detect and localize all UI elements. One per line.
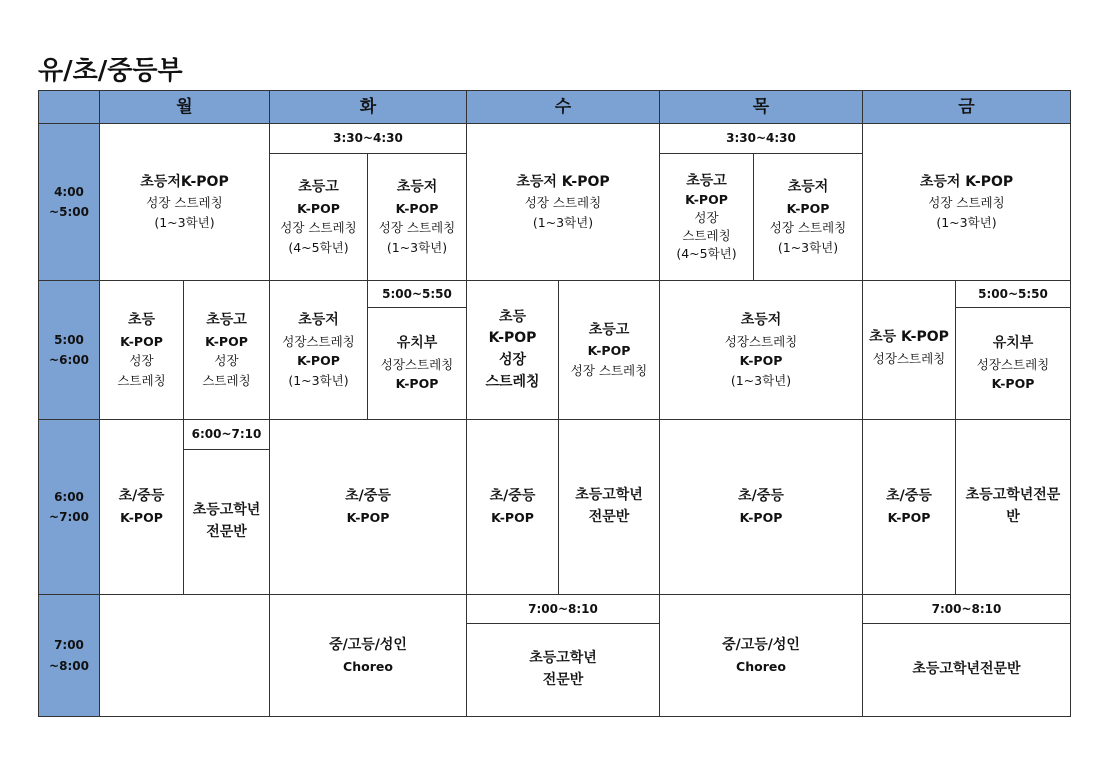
class-text-line: 초등 xyxy=(498,308,527,325)
class-wed-r4 xyxy=(466,623,660,717)
class-text-line: 성장 스트레칭 xyxy=(928,195,1005,211)
class-wed-r1 xyxy=(466,123,660,281)
class-tue-r2b xyxy=(367,307,467,420)
class-mon-r2a xyxy=(99,280,184,420)
class-text-line: 초등고학년 xyxy=(575,487,643,504)
class-text-line: 6:00 xyxy=(54,489,84,504)
class-text-line: K-POP xyxy=(346,510,390,526)
class-text-line: 초등 xyxy=(127,312,156,329)
class-text-line: 전문반 xyxy=(588,509,630,525)
class-text-line: 중/고등/성인 xyxy=(329,636,407,653)
class-mon-r4-empty xyxy=(99,594,270,717)
class-text-line: 초등저 xyxy=(740,312,782,329)
class-text-line: K-POP xyxy=(205,333,248,349)
class-tue-r3 xyxy=(269,419,467,595)
class-text-line: 성장스트레칭 xyxy=(282,333,355,349)
class-text-line: K-POP xyxy=(395,376,439,392)
class-text-line: (1~3학년) xyxy=(154,214,215,230)
header-wed: 수 xyxy=(466,90,660,124)
class-text-line: K-POP xyxy=(786,200,830,216)
class-text-line: 성장스트레칭 xyxy=(872,350,946,366)
slot-wed-810: 7:00~8:10 xyxy=(466,594,660,624)
class-text-line: (4~5학년) xyxy=(676,246,737,262)
class-fri-r1 xyxy=(862,123,1071,281)
class-text-line: K-POP xyxy=(297,200,340,216)
class-text-line: (1~3학년) xyxy=(532,214,594,230)
class-text-line: 7:00 xyxy=(54,638,84,653)
class-text-line: 성장 스트레칭 xyxy=(570,362,648,378)
class-text-line: K-POP xyxy=(491,510,534,526)
class-text-line: 초등저 xyxy=(298,312,339,329)
time-slot-4 xyxy=(38,594,100,717)
class-wed-r2a xyxy=(466,280,559,420)
class-text-line: K-POP xyxy=(991,376,1035,392)
class-text-line: K-POP xyxy=(297,353,340,369)
class-text-line: K-POP xyxy=(887,510,931,526)
header-fri: 금 xyxy=(862,90,1071,124)
class-fri-r3a xyxy=(862,419,956,595)
class-text-line: 성장 스트레칭 xyxy=(280,220,357,236)
class-wed-r3b xyxy=(558,419,660,595)
class-fri-r4 xyxy=(862,623,1071,717)
class-text-line: 성장 xyxy=(498,352,527,368)
class-mon-r1 xyxy=(99,123,270,281)
class-text-line: 유치부 xyxy=(992,335,1034,352)
header-thu: 목 xyxy=(659,90,863,124)
class-text-line: 초등고 xyxy=(686,172,727,189)
class-text-line: 초등저 xyxy=(396,179,438,196)
class-text-line: 초등저 xyxy=(787,179,829,196)
class-text-line: 스트레칭 xyxy=(485,373,540,390)
header-mon: 월 xyxy=(99,90,270,124)
class-text-line: 성장 스트레칭 xyxy=(378,220,456,236)
class-text-line: 성장스트레칭 xyxy=(380,356,454,372)
class-thu-r1a xyxy=(659,153,754,281)
class-text-line: 성장 xyxy=(129,353,154,369)
class-text-line: 초등저 K-POP xyxy=(919,173,1014,190)
time-slot-3 xyxy=(38,419,100,595)
class-text-line: K-POP xyxy=(488,330,537,347)
class-text-line: 5:00 xyxy=(54,332,84,347)
class-text-line: (1~3학년) xyxy=(936,214,997,230)
class-fri-r2b xyxy=(955,307,1071,420)
slot-fri-810: 7:00~8:10 xyxy=(862,594,1071,624)
time-slot-2 xyxy=(38,280,100,420)
class-text-line: Choreo xyxy=(736,658,786,674)
class-text-line: ~5:00 xyxy=(49,205,89,219)
class-text-line: K-POP xyxy=(739,510,783,526)
class-thu-r1b xyxy=(753,153,863,281)
class-text-line: K-POP xyxy=(739,353,783,369)
timetable xyxy=(38,90,1071,717)
class-text-line: (1~3학년) xyxy=(777,239,839,255)
slot-tue-430: 3:30~4:30 xyxy=(269,123,467,154)
class-text-line: K-POP xyxy=(685,191,728,207)
class-text-line: 초/중등 xyxy=(489,488,536,505)
class-text-line: 초/중등 xyxy=(345,488,391,505)
class-thu-r3 xyxy=(659,419,863,595)
class-wed-r2b xyxy=(558,280,660,420)
class-text-line: 스트레칭 xyxy=(202,372,251,388)
class-text-line: (1~3학년) xyxy=(288,372,349,388)
class-text-line: 중/고등/성인 xyxy=(722,636,800,653)
class-text-line: 초등저 K-POP xyxy=(516,173,610,190)
class-text-line: 초등 K-POP xyxy=(869,329,949,345)
class-text-line: 초등고 xyxy=(298,179,339,196)
class-text-line: 전문반 xyxy=(542,672,584,688)
class-text-line: ~8:00 xyxy=(49,658,89,673)
class-tue-r1b xyxy=(367,153,467,281)
class-text-line: 성장 스트레칭 xyxy=(146,195,223,211)
class-fri-r3b xyxy=(955,419,1071,595)
slot-thu-430: 3:30~4:30 xyxy=(659,123,863,154)
class-text-line: 성장스트레칭 xyxy=(724,333,798,349)
class-text-line: 스트레칭 xyxy=(682,228,731,244)
slot-tue-550: 5:00~5:50 xyxy=(367,280,467,308)
class-text-line: K-POP xyxy=(395,200,439,216)
page-title: 유/초/중등부 xyxy=(38,56,183,86)
class-tue-r1a xyxy=(269,153,368,281)
class-text-line: 성장 xyxy=(214,353,239,369)
class-text-line: ~7:00 xyxy=(49,510,89,524)
class-mon-r3a xyxy=(99,419,184,595)
class-text-line: 스트레칭 xyxy=(117,372,166,388)
class-text-line: K-POP xyxy=(120,333,163,349)
class-text-line: 초등저K-POP xyxy=(140,173,229,190)
class-text-line: 초등고학년 xyxy=(192,502,261,519)
class-text-line: 초등고학년전문 xyxy=(965,487,1061,504)
class-text-line: (1~3학년) xyxy=(730,372,792,388)
class-text-line: K-POP xyxy=(120,510,163,526)
class-text-line: 성장 스트레칭 xyxy=(769,220,847,236)
class-thu-r2 xyxy=(659,280,863,420)
class-text-line: (1~3학년) xyxy=(386,239,448,255)
class-text-line: 초/중등 xyxy=(886,488,932,505)
class-fri-r2a xyxy=(862,280,956,420)
class-text-line: 성장 스트레칭 xyxy=(524,195,602,211)
class-text-line: 성장 xyxy=(694,210,719,226)
class-wed-r3a xyxy=(466,419,559,595)
class-text-line: 초/중등 xyxy=(738,488,784,505)
class-text-line: ~6:00 xyxy=(49,353,89,367)
class-tue-r2a xyxy=(269,280,368,420)
class-text-line: 성장스트레칭 xyxy=(976,356,1050,372)
class-text-line: Choreo xyxy=(343,658,393,674)
class-text-line: 초등고 xyxy=(588,321,630,338)
class-text-line: 초등고학년 xyxy=(529,650,597,667)
header-corner xyxy=(38,90,100,124)
class-mon-r2b xyxy=(183,280,270,420)
class-mon-r3b xyxy=(183,449,270,595)
class-text-line: 초등고학년전문반 xyxy=(912,661,1021,678)
class-text-line: 초등고 xyxy=(206,312,247,329)
slot-mon-710: 6:00~7:10 xyxy=(183,419,270,450)
time-slot-1 xyxy=(38,123,100,281)
class-text-line: (4~5학년) xyxy=(288,239,349,255)
class-text-line: K-POP xyxy=(587,343,631,359)
class-thu-r4 xyxy=(659,594,863,717)
class-text-line: 전문반 xyxy=(206,524,247,540)
class-text-line: 유치부 xyxy=(396,335,438,352)
class-tue-r4 xyxy=(269,594,467,717)
class-text-line: 4:00 xyxy=(54,184,84,199)
class-text-line: 반 xyxy=(1006,509,1020,525)
header-tue: 화 xyxy=(269,90,467,124)
class-text-line: 초/중등 xyxy=(118,488,165,505)
slot-fri-550: 5:00~5:50 xyxy=(955,280,1071,308)
